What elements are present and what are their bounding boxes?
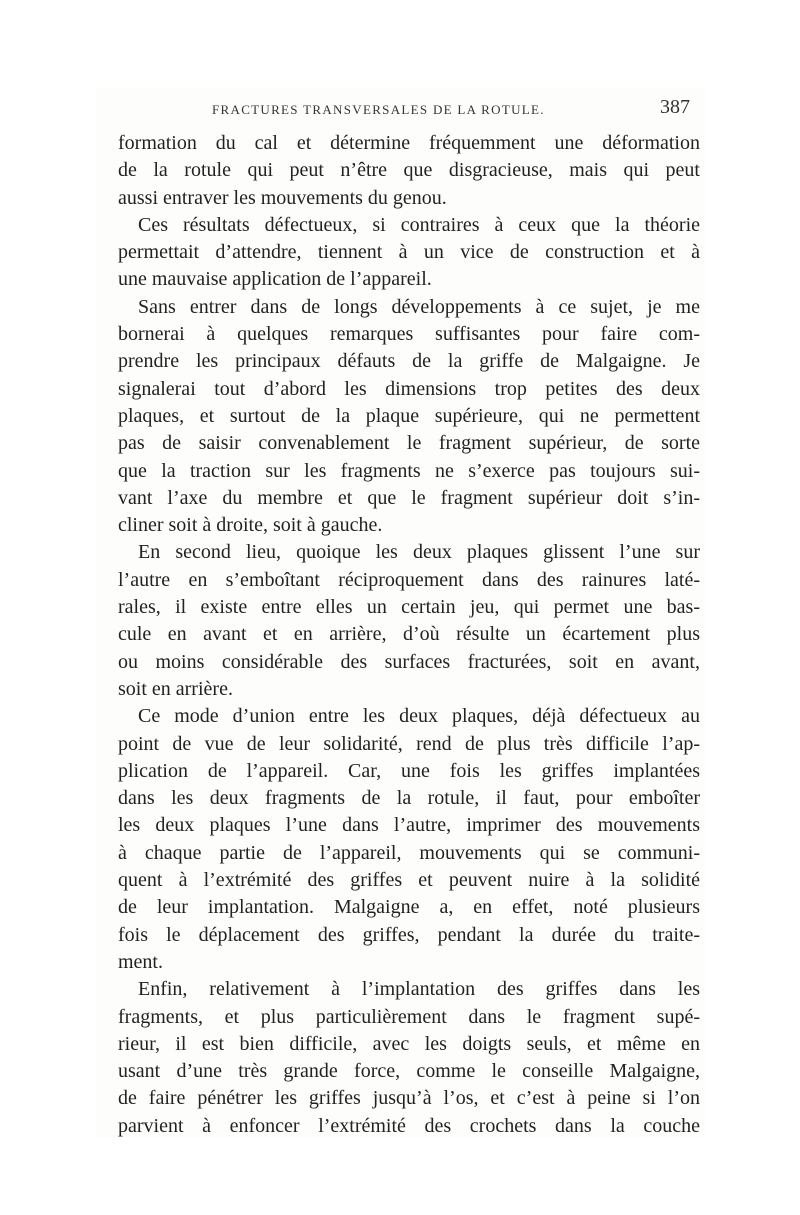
page-header: [118, 96, 698, 126]
text-line: à chaque partie de l’appareil, mouvements qui se communi-: [118, 841, 700, 864]
text-line: Enfin, relativement à l’implantation des griffes dans les: [138, 978, 700, 1001]
text-line: prendre les principaux défauts de la griffe de Malgaigne. Je: [118, 350, 700, 373]
text-line: point de vue de leur solidarité, rend de plus très difficile l’ap-: [118, 732, 700, 755]
text-line: plaques, et surtout de la plaque supérieure, qui ne permettent: [118, 404, 700, 427]
text-line: parvient à enfoncer l’extrémité des crochets dans la couche: [118, 1114, 700, 1137]
text-line: bornerai à quelques remarques suffisantes pour faire com-: [118, 323, 700, 346]
text-line: Ce mode d’union entre les deux plaques, déjà défectueux au: [138, 705, 700, 728]
text-line: ou moins considérable des surfaces fracturées, soit en avant,: [118, 650, 700, 673]
running-title: FRACTURES TRANSVERSALES DE LA ROTULE.: [212, 102, 545, 117]
text-line: de faire pénétrer les griffes jusqu’à l’os, et c’est à peine si l’on: [118, 1087, 700, 1110]
page-number: 387: [660, 96, 690, 118]
text-line: permettait d’attendre, tiennent à un vice de construction et à: [118, 241, 700, 264]
text-line: plication de l’appareil. Car, une fois les griffes implantées: [118, 759, 700, 782]
text-line: rales, il existe entre elles un certain jeu, qui permet une bas-: [118, 596, 700, 619]
text-line: pas de saisir convenablement le fragment supérieur, de sorte: [118, 432, 700, 455]
text-line: ment.: [118, 950, 163, 973]
text-line: Sans entrer dans de longs développements à ce sujet, je me: [138, 295, 700, 318]
text-line: aussi entraver les mouvements du genou.: [118, 186, 447, 209]
text-line: Ces résultats défectueux, si contraires à ceux que la théorie: [138, 213, 700, 236]
text-line: formation du cal et détermine fréquemment une déformation: [118, 132, 700, 154]
text-line: soit en arrière.: [118, 677, 233, 700]
text-line: quent à l’extrémité des griffes et peuvent nuire à la solidité: [118, 869, 700, 892]
text-line: une mauvaise application de l’appareil.: [118, 268, 432, 291]
text-line: signalerai tout d’abord les dimensions trop petites des deux: [118, 377, 700, 400]
body-text: [118, 130, 700, 1140]
text-line: de leur implantation. Malgaigne a, en effet, noté plusieurs: [118, 896, 700, 919]
text-line: l’autre en s’emboîtant réciproquement dans des rainures laté-: [118, 568, 700, 591]
text-line: En second lieu, quoique les deux plaques glissent l’une sur: [138, 541, 700, 564]
text-line: cliner soit à droite, soit à gauche.: [118, 514, 383, 537]
text-line: usant d’une très grande force, comme le conseille Malgaigne,: [118, 1060, 700, 1083]
text-line: rieur, il est bien difficile, avec les doigts seuls, et même en: [118, 1032, 700, 1055]
text-line: fois le déplacement des griffes, pendant la durée du traite-: [118, 923, 700, 946]
text-line: vant l’axe du membre et que le fragment supérieur doit s’in-: [118, 486, 700, 509]
text-line: dans les deux fragments de la rotule, il faut, pour emboîter: [118, 787, 700, 810]
text-line: que la traction sur les fragments ne s’exerce pas toujours sui-: [118, 459, 700, 482]
text-line: fragments, et plus particulièrement dans le fragment supé-: [118, 1005, 700, 1028]
text-line: cule en avant et en arrière, d’où résulte un écartement plus: [118, 623, 700, 646]
text-line: les deux plaques l’une dans l’autre, imprimer des mouvements: [118, 814, 700, 837]
text-line: de la rotule qui peut n’être que disgracieuse, mais qui peut: [118, 159, 700, 182]
